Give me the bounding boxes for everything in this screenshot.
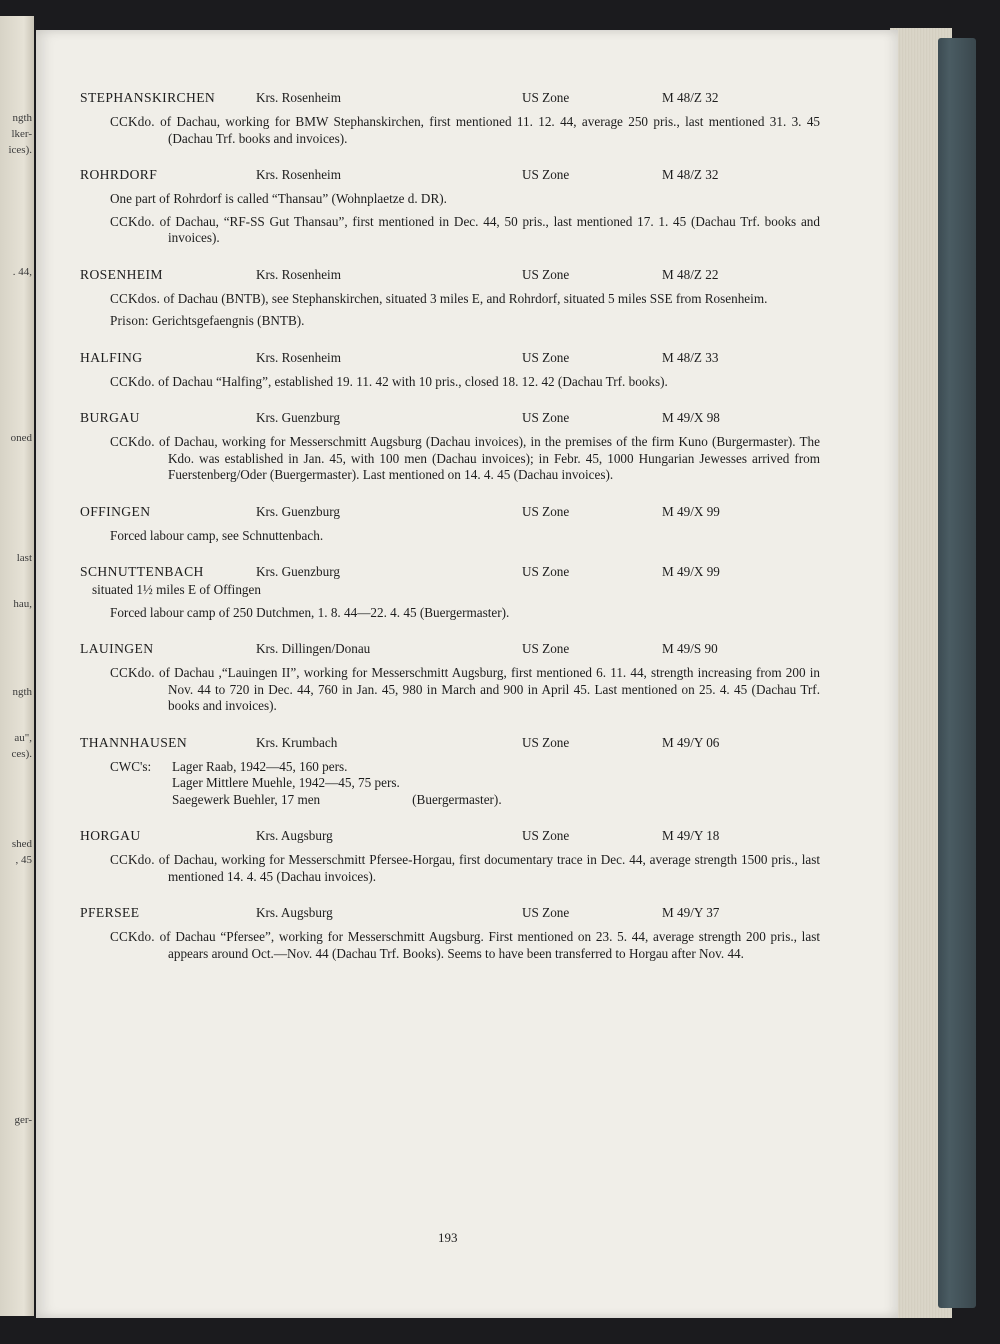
entry-rohrdorf [80, 167, 820, 247]
left-margin-fragment: ngth [12, 112, 32, 124]
left-margin-fragment: shed [11, 838, 32, 850]
paragraph-text: of Dachau, working for Messerschmitt Pfersee-Horgau, first documentary trace in Dec. 44, average strength 1500 pris., last mentioned 14. 4. 45 (Dachau invoices). [158, 852, 821, 884]
left-margin-fragment: , 45 [15, 854, 32, 866]
entry-paragraph [110, 291, 820, 308]
paragraph-label: CCKdo. [110, 434, 155, 449]
paragraph-text: of Dachau (BNTB), see Stephanskirchen, situated 3 miles E, and Rohrdorf, situated 5 miles SSE from Rosenheim. [163, 290, 768, 306]
zone: US Zone [522, 564, 570, 579]
entry-header [80, 828, 820, 846]
left-margin-fragment: lker- [11, 128, 32, 140]
place-name: SCHNUTTENBACH [80, 564, 204, 579]
paragraph-text: of Dachau, “RF-SS Gut Thansau”, first mentioned in Dec. 44, 50 pris., last mentioned 17. 1. 45 (Dachau Trf. books and invoices). [159, 213, 820, 245]
entry-paragraph [110, 114, 820, 147]
left-margin-fragment: last [16, 552, 32, 564]
entry-header [80, 267, 820, 285]
zone: US Zone [522, 828, 570, 843]
book-cover-edge [938, 38, 976, 1308]
paragraph-text: of Dachau “Pfersee”, working for Messerschmitt Augsburg. First mentioned on 23. 5. 44, average strength 200 pris., last appears around Oct.—Nov. 44 (Dachau Trf. Books). Seems to have been transferred to Horgau after Nov. 44. [159, 929, 820, 961]
cwc-list [110, 759, 820, 809]
place-name: HALFING [80, 349, 143, 365]
place-name: BURGAU [80, 410, 140, 425]
entry-header [80, 410, 820, 428]
entry-paragraph: One part of Rohrdorf is called “Thansau” (Wohnplaetze d. DR). [110, 191, 447, 206]
entry-pfersee [80, 905, 820, 962]
page-number: 193 [438, 1230, 458, 1245]
entry-paragraph [110, 313, 820, 330]
entry-header [80, 905, 820, 923]
map-reference: M 49/Y 37 [662, 905, 720, 920]
zone: US Zone [522, 641, 570, 656]
entry-paragraph [110, 852, 820, 885]
zone: US Zone [522, 410, 570, 425]
zone: US Zone [522, 90, 570, 105]
book-page [36, 30, 898, 1318]
entry-paragraph [110, 214, 820, 247]
paragraph-label: CCKdo. [110, 213, 155, 229]
paragraph-label: CCKdo. [110, 929, 155, 944]
place-name: PFERSEE [80, 905, 140, 920]
map-reference: M 48/Z 22 [662, 266, 719, 282]
district: Krs. Rosenheim [256, 349, 341, 365]
cwc-source: (Buergermaster). [412, 791, 502, 807]
paragraph-text: of Dachau “Halfing”, established 19. 11. 42 with 10 pris., closed 18. 12. 42 (Dachau Trf. books). [158, 373, 668, 389]
district: Krs. Rosenheim [256, 90, 341, 105]
zone: US Zone [522, 349, 570, 365]
left-margin-fragment: . 44, [12, 266, 32, 278]
left-margin-fragment: ger- [14, 1114, 32, 1126]
place-name: ROSENHEIM [80, 266, 163, 282]
district: Krs. Rosenheim [256, 266, 341, 282]
entry-stephanskirchen [80, 90, 820, 147]
paragraph-text: Gerichtsgefaengnis (BNTB). [152, 313, 305, 328]
place-name: OFFINGEN [80, 503, 151, 519]
entry-horgau [80, 828, 820, 885]
zone: US Zone [522, 266, 570, 282]
entry-header [80, 350, 820, 368]
paragraph-label: CCKdo. [110, 852, 155, 867]
district: Krs. Augsburg [256, 905, 333, 920]
entry-schnuttenbach [80, 564, 820, 621]
paragraph-text: of Dachau, working for BMW Stephanskirchen, first mentioned 11. 12. 44, average 250 pris., last mentioned 31. 3. 45 (Dachau Trf. books and invoices). [160, 114, 821, 146]
place-name: STEPHANSKIRCHEN [80, 90, 216, 105]
paragraph-label: Prison: [110, 313, 149, 328]
paragraph-text: of Dachau, working for Messerschmitt Augsburg (Dachau invoices), in the premises of the firm Kuno (Burgermaster). The Kdo. was established in Jan. 45, with 100 men (Dachau invoices); in Febr. 45, 1000 Hungarian Jewesses arrived from Fuerstenberg/Oder (Buergermaster). Last mentioned on 14. 4. 45 (Dachau invoices). [158, 434, 820, 482]
paragraph-text: of Dachau ,“Lauingen II”, working for Messerschmitt Augsburg, first mentioned 6. 11. 44, strength increasing from 200 in Nov. 44 to 720 in Dec. 44, 760 in Jan. 45, 980 in March and 900 in April 45. Last mentioned on 25. 4. 45 (Dachau Trf. books and invoices). [158, 665, 820, 713]
zone: US Zone [522, 905, 570, 920]
entry-rosenheim [80, 267, 820, 330]
cwc-item: Saegewerk Buehler, 17 men [172, 791, 321, 807]
paragraph-label: CCKdo. [110, 665, 155, 680]
left-page-edge [0, 16, 34, 1316]
cwc-item-row [172, 792, 820, 809]
page-content [80, 90, 820, 982]
entry-paragraph [110, 929, 820, 962]
entry-lauingen [80, 641, 820, 715]
paragraph-label: CCKdos. [110, 290, 161, 306]
left-margin-fragment: au", [14, 732, 32, 744]
map-reference: M 48/Z 33 [662, 349, 719, 365]
district: Krs. Guenzburg [256, 503, 340, 519]
map-reference: M 49/X 99 [662, 503, 720, 519]
map-reference: M 48/Z 32 [662, 90, 719, 105]
map-reference: M 49/Y 06 [662, 734, 720, 750]
district: Krs. Augsburg [256, 828, 333, 843]
entry-paragraph [110, 434, 820, 484]
zone: US Zone [522, 167, 570, 182]
entry-header [80, 641, 820, 659]
cwc-item: Lager Mittlere Muehle, 1942—45, 75 pers. [172, 775, 400, 790]
entry-paragraph: Forced labour camp of 250 Dutchmen, 1. 8. 44—22. 4. 45 (Buergermaster). [110, 604, 510, 620]
entry-header [80, 167, 820, 185]
map-reference: M 48/Z 32 [662, 167, 719, 182]
map-reference: M 49/Y 18 [662, 828, 720, 843]
paragraph-label: CCKdo. [110, 114, 155, 129]
cwc-label: CWC's: [110, 758, 152, 774]
location-note: situated 1½ miles E of Offingen [92, 582, 261, 597]
map-reference: M 49/S 90 [662, 641, 718, 656]
entry-burgau [80, 410, 820, 484]
paragraph-label: CCKdo. [110, 373, 155, 389]
map-reference: M 49/X 99 [662, 564, 720, 579]
place-name: HORGAU [80, 828, 141, 843]
district: Krs. Guenzburg [256, 564, 340, 579]
entry-header [80, 90, 820, 108]
place-name: THANNHAUSEN [80, 734, 188, 750]
entry-paragraph [110, 374, 820, 391]
zone: US Zone [522, 503, 570, 519]
zone: US Zone [522, 734, 570, 750]
place-name: ROHRDORF [80, 167, 158, 182]
left-margin-fragment: ngth [12, 686, 32, 698]
place-name: LAUINGEN [80, 641, 154, 656]
left-margin-fragment: ices). [8, 144, 32, 156]
entry-halfing [80, 350, 820, 391]
left-margin-fragment: oned [10, 432, 32, 444]
left-margin-fragment: hau, [13, 598, 32, 610]
district: Krs. Rosenheim [256, 167, 341, 182]
district: Krs. Dillingen/Donau [256, 641, 371, 656]
district: Krs. Krumbach [256, 734, 338, 750]
entry-header [80, 735, 820, 753]
entry-header [80, 504, 820, 522]
left-margin-fragment: ces). [11, 748, 32, 760]
map-reference: M 49/X 98 [662, 410, 720, 425]
entry-paragraph: Forced labour camp, see Schnuttenbach. [110, 527, 324, 543]
entry-header [80, 564, 820, 582]
entry-paragraph [110, 665, 820, 715]
district: Krs. Guenzburg [256, 410, 340, 425]
entry-offingen [80, 504, 820, 545]
entry-thannhausen [80, 735, 820, 809]
cwc-item: Lager Raab, 1942—45, 160 pers. [172, 758, 348, 774]
